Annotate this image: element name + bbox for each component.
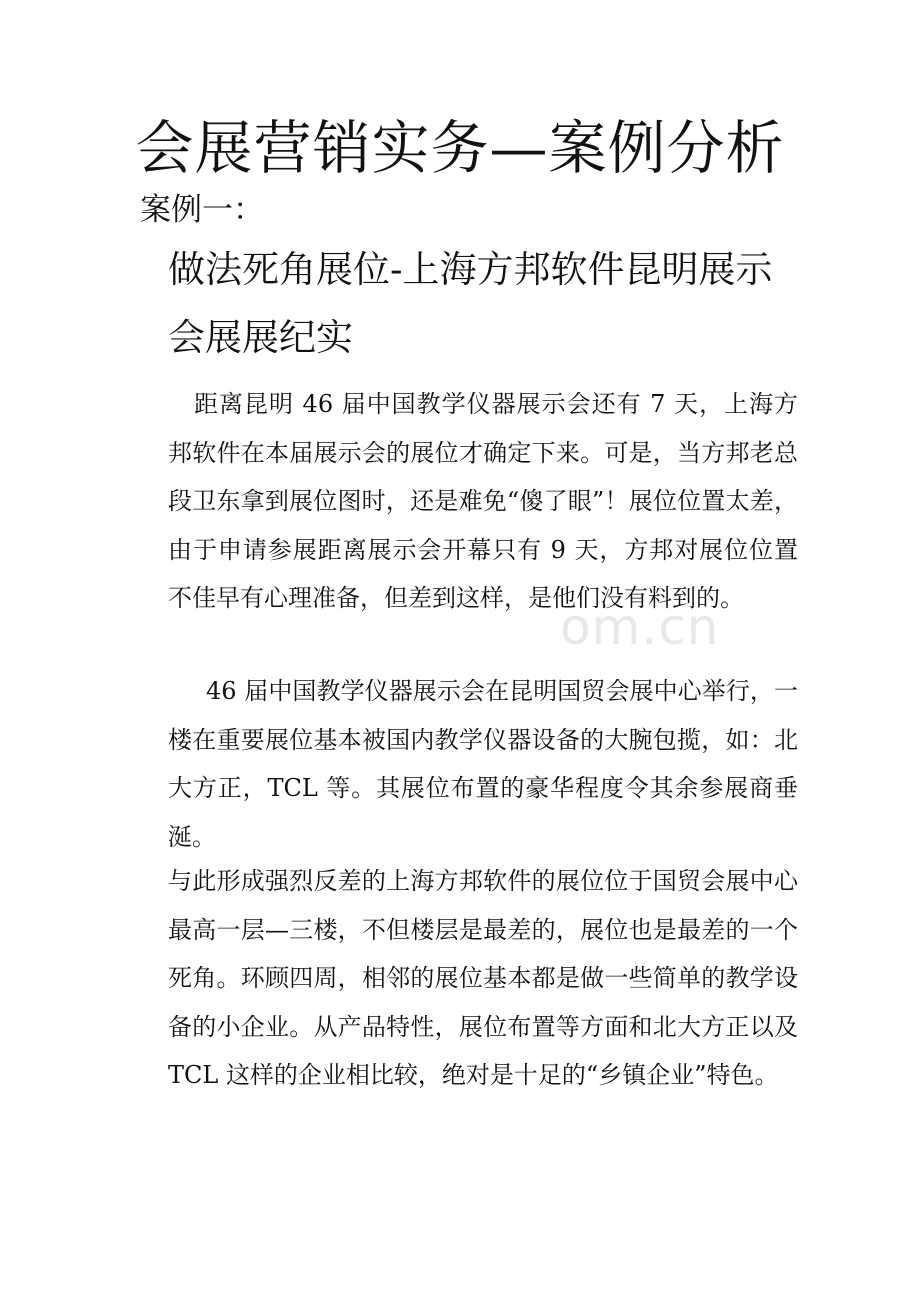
case-label: 案例一： — [140, 192, 264, 228]
body-paragraph-1: 距离昆明 46 届中国教学仪器展示会还有 7 天，上海方邦软件在本届展示会的展位才确定下来。可是，当方邦老总段卫东拿到展位图时，还是难免“傻了眼”！展位位置太差，由于申请参展距离展示会开幕只有 9 天，方邦对展位位置不佳早有心理准备，但差到这样，是他们没有料到的。 — [168, 390, 798, 612]
body-paragraph-2: 46 届中国教学仪器展示会在昆明国贸会展中心举行，一楼在重要展位基本被国内教学仪器设备的大腕包揽，如：北大方正，TCL 等。其展位布置的豪华程度令其余参展商垂涎。 — [168, 677, 798, 851]
case-subtitle: 做法死角展位-上海方邦软件昆明展示会展展纪实 — [168, 248, 773, 359]
body-paragraph-3: 与此形成强烈反差的上海方邦软件的展位位于国贸会展中心最高一层—三楼，不但楼层是最差的，展位也是最差的一个死角。环顾四周，相邻的展位基本都是做一些简单的教学设备的小企业。从产品特性，展位布置等方面和北大方正以及 TCL 这样的企业相比较，绝对是十足的“乡镇企业”特色。 — [168, 867, 798, 1089]
watermark: om.cn — [560, 598, 720, 656]
document-title: 会展营销实务—案例分析 — [135, 114, 785, 182]
